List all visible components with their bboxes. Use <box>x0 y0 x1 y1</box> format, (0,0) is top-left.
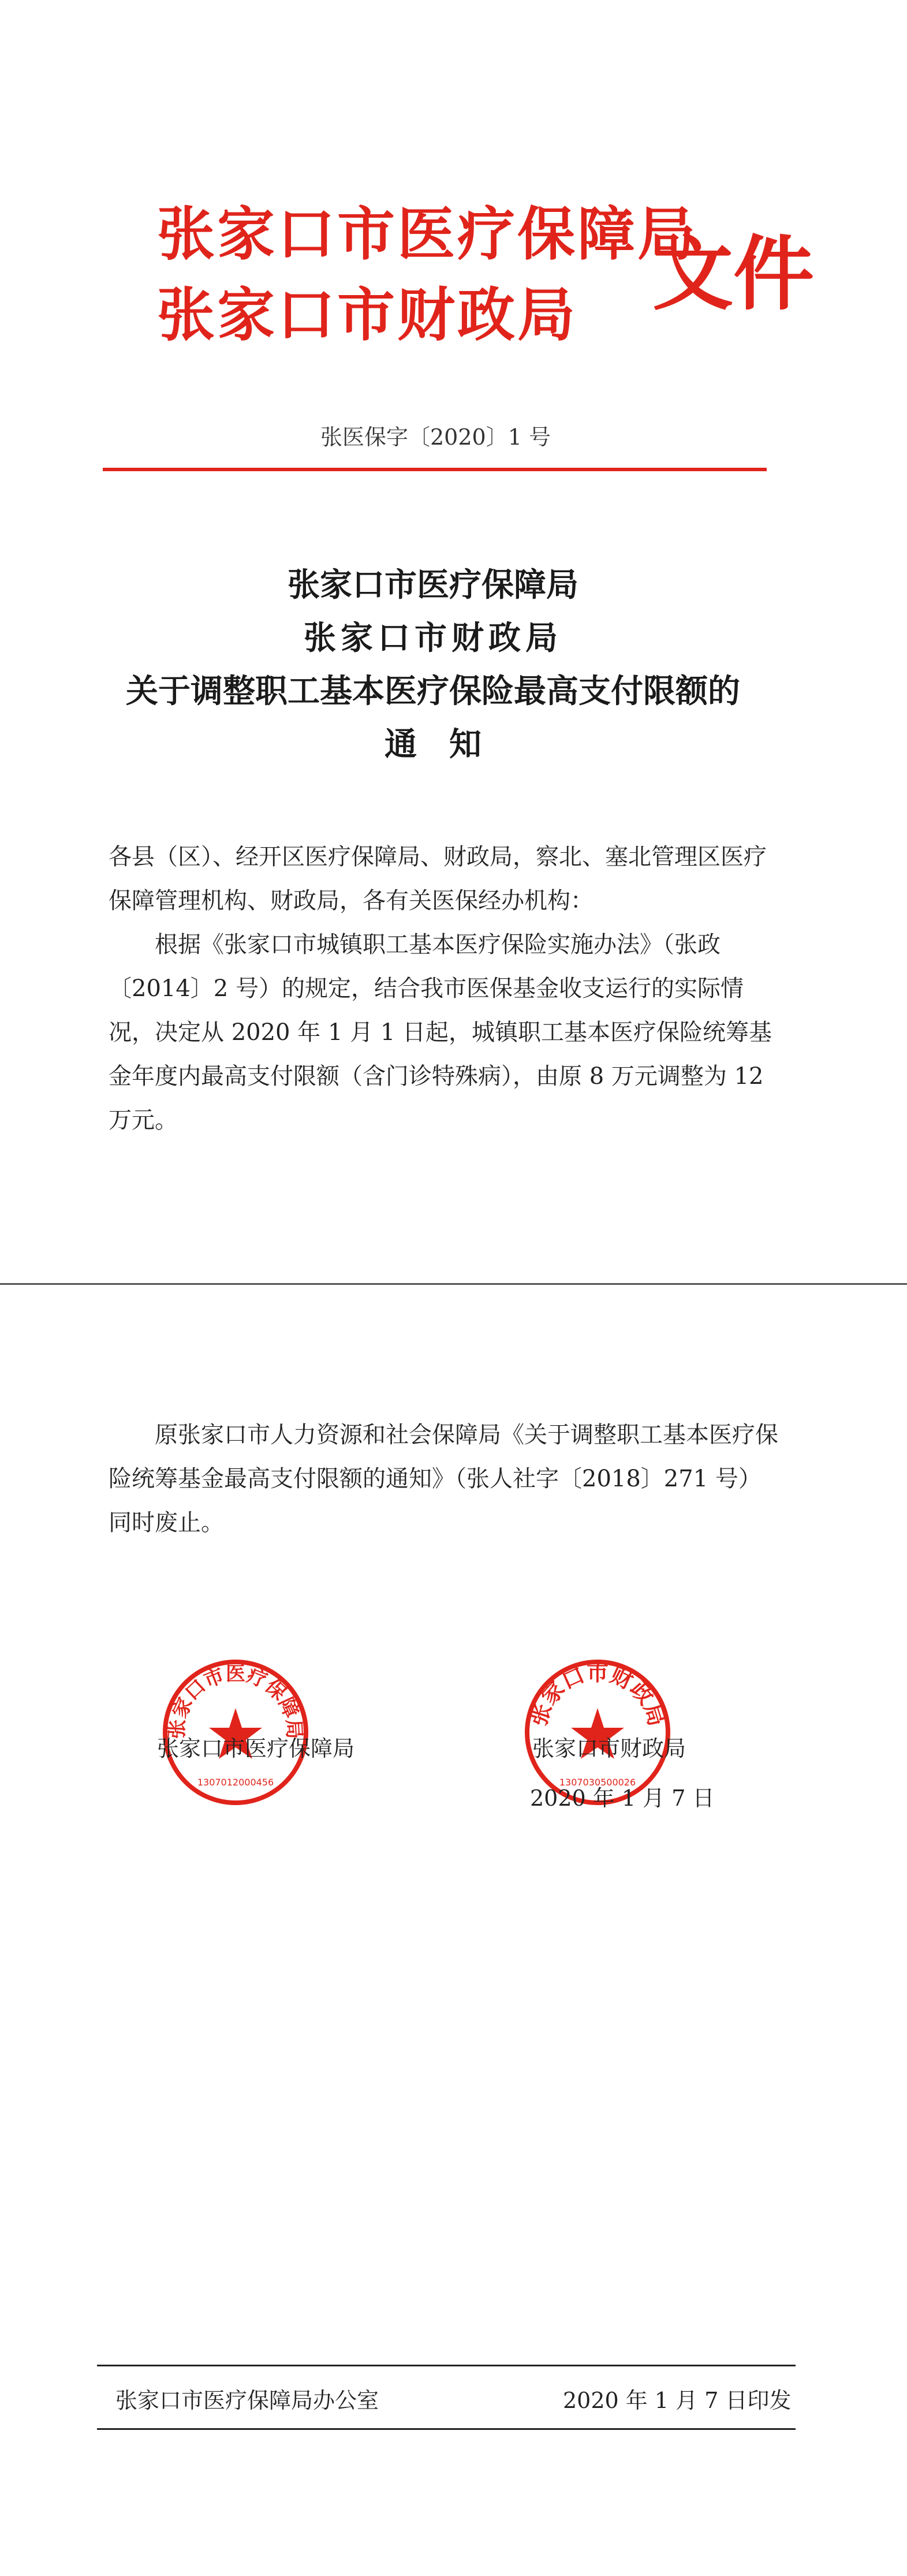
title-line-1: 张家口市医疗保障局 <box>288 566 578 604</box>
svg-text:1307012000456: 1307012000456 <box>197 1777 274 1788</box>
footer-issuer: 张家口市医疗保障局办公室 <box>115 2388 379 2413</box>
footer-print-date: 2020 年 1 月 7 日印发 <box>563 2388 792 2413</box>
header-red-rule <box>103 468 767 471</box>
svg-text:张家口市医疗保障局: 张家口市医疗保障局 <box>165 1662 306 1740</box>
title-line-3: 关于调整职工基本医疗保险最高支付限额的 <box>126 672 740 710</box>
seal-1-graphic <box>161 1657 311 1807</box>
svg-text:张家口市财政局: 张家口市财政局 <box>525 1660 670 1729</box>
addressees: 各县（区）、经开区医疗保障局、财政局，察北、塞北管理区医疗保障管理机构、财政局，各有关医保经办机构： <box>109 844 767 914</box>
signature-date: 2020 年 1 月 7 日 <box>530 1785 715 1811</box>
paragraph-2: 原张家口市人力资源和社会保障局《关于调整职工基本医疗保险统筹基金最高支付限额的通知》（张人社字〔2018〕271 号）同时废止。 <box>109 1422 778 1536</box>
title-line-4: 通 知 <box>385 725 482 763</box>
header-doc-word: 文件 <box>652 227 815 322</box>
signer-1: 张家口市医疗保障局 <box>157 1736 355 1761</box>
page-separator <box>0 1283 907 1285</box>
signer-2: 张家口市财政局 <box>532 1736 686 1761</box>
footer-rule-bottom <box>97 2428 796 2430</box>
seal-1 <box>161 1657 311 1807</box>
header-org-line-2: 张家口市财政局 <box>157 281 577 349</box>
footer-rule-top <box>97 2365 796 2366</box>
doc-number: 张医保字〔2020〕1 号 <box>320 424 551 450</box>
header-org-line-1: 张家口市医疗保障局 <box>157 200 697 268</box>
paragraph-1: 根据《张家口市城镇职工基本医疗保险实施办法》（张政〔2014〕2 号）的规定，结合我市医保基金收支运行的实际情况，决定从 2020 年 1 月 1 日起，城镇职工基本医疗保险统筹基金年度内最高支付限额（含门诊特殊病），由原 8 万元调整为 12 万元。 <box>109 931 772 1134</box>
title-line-2: 张家口市财政局 <box>304 619 562 657</box>
svg-text:1307030500026: 1307030500026 <box>559 1777 636 1788</box>
